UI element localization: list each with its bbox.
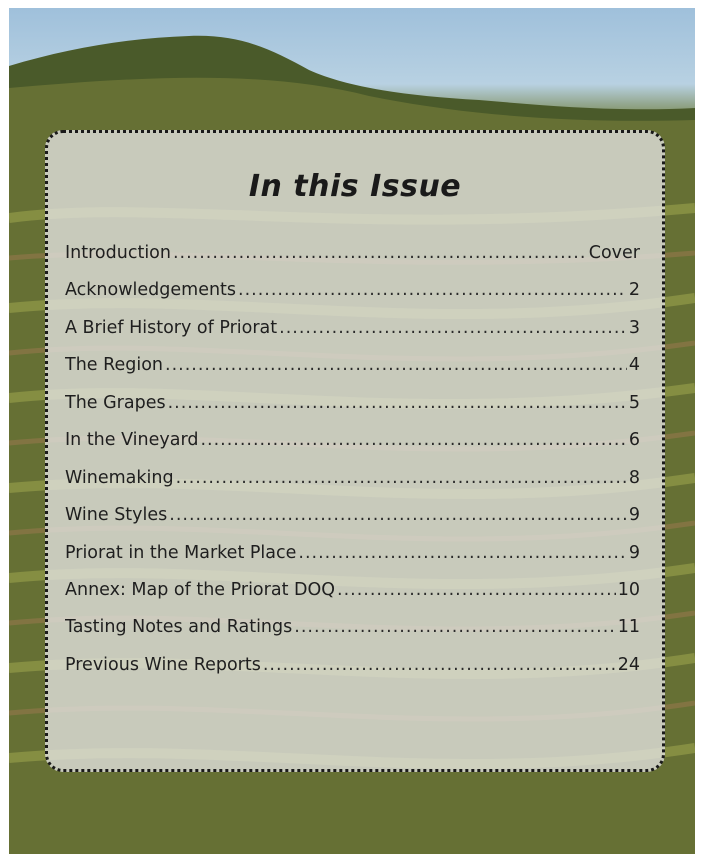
dot-leader xyxy=(165,355,627,375)
toc-entry-label: The Grapes xyxy=(65,392,166,413)
toc-entry-page: 10 xyxy=(617,579,640,600)
dot-leader xyxy=(173,243,587,263)
toc-entry-label: In the Vineyard xyxy=(65,430,199,451)
toc-entry-the-grapes[interactable] xyxy=(65,393,640,430)
page-title: In this Issue xyxy=(248,169,462,204)
toc-entry-label: Introduction xyxy=(65,243,171,263)
toc-entry-page: 11 xyxy=(617,617,640,638)
toc-entry-page: 3 xyxy=(628,317,640,338)
table-of-contents-list xyxy=(65,243,640,692)
toc-entry-wine-styles[interactable] xyxy=(65,505,640,542)
toc-entry-page: 4 xyxy=(628,355,640,376)
toc-entry-label: Winemaking xyxy=(65,467,174,488)
dot-leader xyxy=(200,430,626,450)
toc-entry-label: Annex: Map of the Priorat DOQ xyxy=(65,579,336,600)
table-of-contents-card xyxy=(45,130,665,772)
toc-entry-page: 24 xyxy=(617,654,640,675)
toc-entry-introduction[interactable] xyxy=(65,243,640,280)
dot-leader xyxy=(176,468,627,488)
toc-entry-page: Cover xyxy=(588,243,640,263)
dot-leader xyxy=(168,393,627,413)
toc-entry-winemaking[interactable] xyxy=(65,468,640,505)
toc-entry-label: Previous Wine Reports xyxy=(65,654,261,675)
toc-entry-tasting-notes[interactable] xyxy=(65,617,640,654)
toc-entry-label: Acknowledgements xyxy=(65,280,237,301)
toc-entry-market-place[interactable] xyxy=(65,543,640,580)
toc-entry-label: A Brief History of Priorat xyxy=(65,317,278,338)
toc-entry-annex-map[interactable] xyxy=(65,580,640,617)
toc-entry-page: 6 xyxy=(628,430,640,451)
dot-leader xyxy=(298,543,626,563)
toc-entry-in-the-vineyard[interactable] xyxy=(65,430,640,467)
toc-entry-page: 8 xyxy=(628,467,640,488)
dot-leader xyxy=(279,318,627,338)
toc-entry-page: 2 xyxy=(628,280,640,301)
toc-entry-brief-history[interactable] xyxy=(65,318,640,355)
dot-leader xyxy=(238,280,627,300)
toc-entry-label: Tasting Notes and Ratings xyxy=(65,617,293,638)
toc-entry-the-region[interactable] xyxy=(65,355,640,392)
toc-entry-label: Priorat in the Market Place xyxy=(65,542,297,563)
dot-leader xyxy=(337,580,616,600)
dot-leader xyxy=(263,655,616,675)
toc-entry-page: 9 xyxy=(628,505,640,526)
toc-entry-acknowledgements[interactable] xyxy=(65,280,640,317)
toc-entry-page: 5 xyxy=(628,392,640,413)
toc-entry-label: Wine Styles xyxy=(65,505,168,526)
dot-leader xyxy=(169,505,627,525)
dot-leader xyxy=(294,617,615,637)
toc-entry-label: The Region xyxy=(65,355,164,376)
toc-entry-page: 9 xyxy=(628,542,640,563)
toc-entry-previous-reports[interactable] xyxy=(65,655,640,692)
